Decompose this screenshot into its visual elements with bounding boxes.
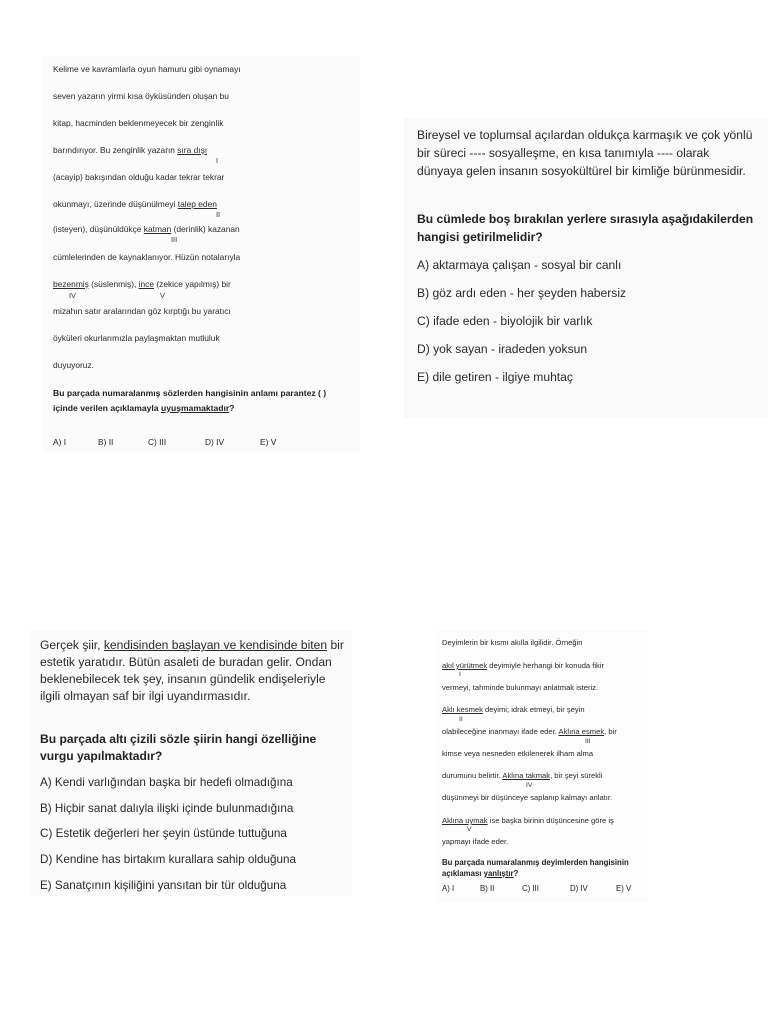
marker-i: I (216, 156, 219, 165)
q4-line-3: vermeyi, tahminde bulunmayı anlatmak isteriz. (442, 683, 599, 692)
q1-option-b[interactable]: B) II (98, 437, 114, 447)
q4-option-e[interactable]: E) V (616, 884, 632, 893)
idiom-aklina-uymak: Aklına uymak (442, 816, 488, 825)
q1-option-a[interactable]: A) I (53, 437, 67, 447)
term-katman: katman (143, 224, 172, 234)
q3-paragraph: Gerçek şiir, kendisinden başlayan ve kendisinde biten bir estetik yaratıdır. Bütün asaleti de buradan gelir. Ondan beklenebilecek tek şey, insanın gündelik endişeleriyle ilgili olmayan saf bir ilgi uyandırmasıdır. (40, 638, 344, 703)
q2-option-d[interactable]: D) yok sayan - iradeden yoksun (417, 342, 588, 356)
marker-iv: IV (526, 782, 533, 789)
marker-iv: IV (69, 291, 76, 300)
marker-v: V (160, 291, 165, 300)
q1-line-4: barındırıyor. Bu zenginlik yazarın sıra dışı (53, 145, 208, 155)
question-2-panel (404, 118, 768, 418)
q4-option-c[interactable]: C) III (522, 884, 539, 893)
q1-line-10: mizahın satır aralarından göz kırptığı bu yaratıcı (53, 306, 231, 316)
q3-option-e[interactable]: E) Sanatçının kişiliğini yansıtan bir tür olduğuna (40, 879, 287, 892)
q1-line-7: (isteyen), düşünüldükçe katman (derinlik) kazanan (53, 224, 240, 234)
marker-ii: II (459, 716, 463, 723)
term-bezenmis: bezenmiş (53, 279, 89, 289)
question-4-panel (436, 630, 648, 902)
q4-line-10: yapmayı ifade eder. (442, 837, 509, 846)
q1-line-3: kitap, hacminden beklenmeyecek bir zenginlik (53, 118, 224, 128)
question-1-panel (42, 56, 360, 452)
q3-option-c[interactable]: C) Estetik değerleri her şeyin üstünde tuttuğuna (40, 827, 287, 840)
idiom-akil-yurutmek: akıl yürütmek (442, 661, 488, 670)
q4-line-5: olabileceğine inanmayı ifade eder. Aklına esmek, bir (442, 727, 617, 736)
q1-option-e[interactable]: E) V (260, 437, 277, 447)
idiom-akli-kesmek: Aklı kesmek (442, 705, 483, 714)
q3-option-b[interactable]: B) Hiçbir sanat dalıyla ilişki içinde bulunmadığına (40, 802, 294, 815)
q4-option-d[interactable]: D) IV (570, 884, 588, 893)
q1-option-c[interactable]: C) III (148, 437, 167, 447)
q4-line-2: akıl yürütmek deyimiyle herhangi bir konuda fikir (442, 661, 605, 670)
q4-option-b[interactable]: B) II (480, 884, 495, 893)
q4-question: Bu parçada numaralanmış deyimlerden hangisinin açıklaması yanlıştır? (442, 858, 629, 878)
q4-line-9: Aklına uymak ise başka birinin düşüncesine göre iş (442, 816, 614, 825)
q3-question: Bu parçada altı çizili sözle şiirin hangi özelliğine vurgu yapılmaktadır? (40, 732, 317, 763)
q1-line-6: okunmayı, üzerinde düşünülmeyi talep eden (53, 199, 217, 209)
term-ince: ince (138, 279, 155, 289)
q1-line-11: öyküleri okurlarımızla paylaşmaktan mutluluk (53, 333, 220, 343)
q3-option-d[interactable]: D) Kendine has birtakım kurallara sahip olduğuna (40, 853, 296, 866)
q4-line-4: Aklı kesmek deyimi; idrak etmeyi, bir şeyin (442, 705, 585, 714)
q4-line-7: durumunu belirtir. Aklına takmak, bir şeyi sürekli (442, 771, 603, 780)
underlined-phrase: kendisinden başlayan ve kendisinde biten (103, 638, 328, 652)
question-3-panel (30, 630, 352, 896)
q2-option-a[interactable]: A) aktarmaya çalışan - sosyal bir canlı (417, 258, 622, 272)
q2-question: Bu cümlede boş bırakılan yerlere sırasıyla aşağıdakilerden hangisi getirilmelidir? (417, 212, 754, 244)
q1-question: Bu parçada numaralanmış sözlerden hangisinin anlamı parantez ( ) içinde verilen açıklamayla uyuşmamaktadır? (53, 388, 327, 413)
q4-line-8: düşünmeyi bir düşünceye saplanıp kalmayı anlatır. (442, 793, 613, 802)
q1-line-2: seven yazarın yirmi kısa öyküsünden oluşan bu (53, 91, 229, 101)
q1-options (53, 437, 276, 447)
q4-option-a[interactable]: A) I (442, 884, 455, 893)
q1-line-1: Kelime ve kavramlarla oyun hamuru gibi oynamayı (53, 64, 241, 74)
marker-ii: II (216, 210, 221, 219)
q2-paragraph: Bireysel ve toplumsal açılardan oldukça karmaşık ve çok yönlü bir süreci ---- sosyalleşme, en kısa tanımıyla ---- olarak dünyaya gelen insanın sosyokültürel bir kimliğe bürünmesidir. (417, 128, 753, 178)
idiom-aklina-esmek: Aklına esmek (558, 727, 605, 736)
marker-iii: III (171, 235, 178, 244)
term-talep-eden: talep eden (177, 199, 217, 209)
marker-i: I (459, 671, 461, 678)
q4-options (442, 884, 631, 893)
q1-line-8: cümlelerinden de kaynaklanıyor. Hüzün notalarıyla (53, 252, 241, 262)
q2-option-b[interactable]: B) göz ardı eden - her şeyden habersiz (417, 286, 627, 300)
marker-v: V (467, 826, 472, 833)
q1-line-12: duyuyoruz. (53, 360, 94, 370)
q2-option-e[interactable]: E) dile getiren - ilgiye muhtaç (417, 370, 573, 384)
q4-line-6: kimse veya nesneden etkilenerek ilham alma (442, 749, 594, 758)
q3-option-a[interactable]: A) Kendi varlığından başka bir hedefi olmadığına (40, 776, 293, 789)
q1-line-5: (acayip) bakışından olduğu kadar tekrar tekrar (53, 172, 225, 182)
q2-option-c[interactable]: C) ifade eden - biyolojik bir varlık (417, 314, 593, 328)
q1-option-d[interactable]: D) IV (205, 437, 225, 447)
term-sira-disi: sıra dışı (177, 145, 208, 155)
marker-iii: III (585, 738, 591, 745)
idiom-aklina-takmak: Aklına takmak (502, 771, 551, 780)
q4-line-1: Deyimlerin bir kısmı akılla ilgilidir. Örneğin (442, 638, 583, 647)
q1-line-9: bezenmiş (süslenmiş), ince (zekice yapılmış) bir (53, 279, 231, 289)
